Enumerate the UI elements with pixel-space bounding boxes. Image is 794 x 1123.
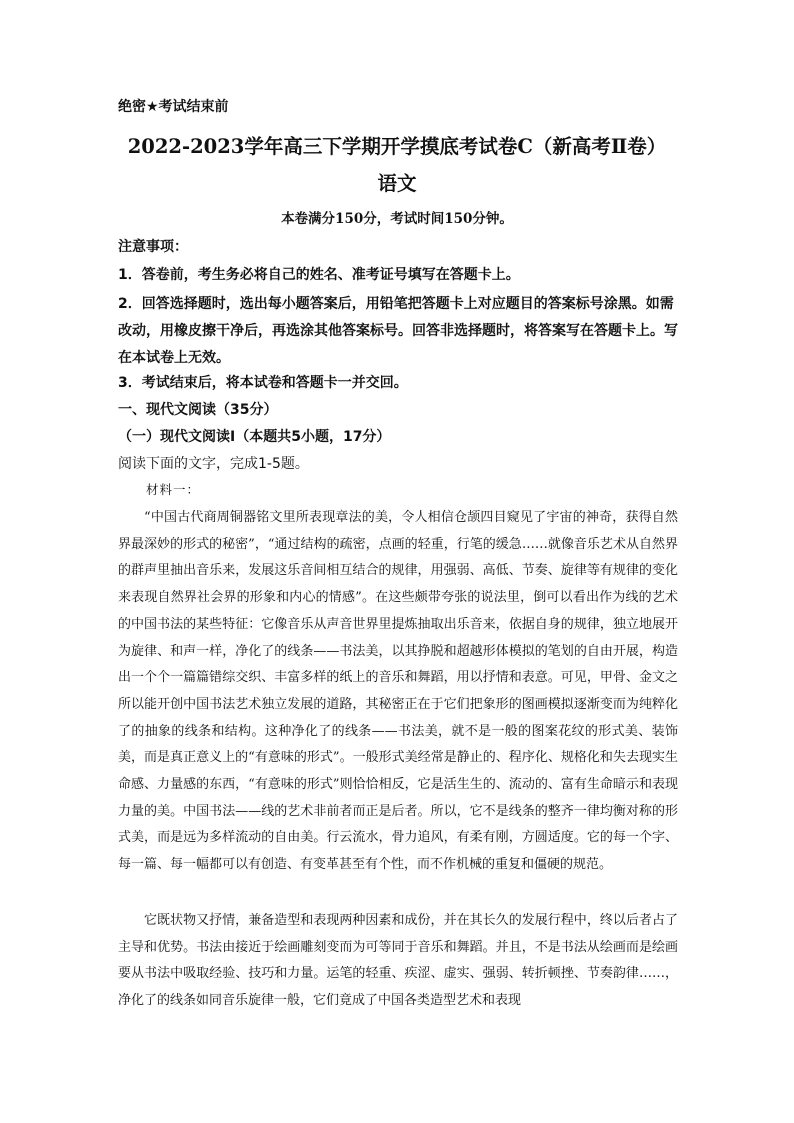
reading-instruction: 阅读下面的文字，完成1-5题。 bbox=[118, 456, 309, 472]
sub-section-heading: （一）现代文阅读Ⅰ（本题共5小题，17分） bbox=[118, 429, 391, 445]
notice-heading: 注意事项： bbox=[118, 239, 188, 255]
score-time-line: 本卷满分150分，考试时间150分钟。 bbox=[281, 211, 513, 227]
passage-paragraph-2 bbox=[118, 908, 678, 1015]
material-label: 材料一： bbox=[146, 482, 201, 497]
exam-title: 2022-2023学年高三下学期开学摸底考试卷C（新高考Ⅱ卷） bbox=[127, 135, 667, 158]
subject-title: 语文 bbox=[377, 172, 417, 195]
notice-item-1: 1．答卷前，考生务必将自己的姓名、准考证号填写在答题卡上。 bbox=[118, 267, 520, 283]
confidential-label: 绝密★考试结束前 bbox=[118, 99, 229, 115]
passage-paragraph-1 bbox=[118, 505, 678, 879]
paragraph-text: “中国古代商周铜器铭文里所表现章法的美，令人相信仓颉四目窥见了宇宙的神奇，获得自然界最深妙的形式的秘密”，“通过结构的疏密，点画的轻重，行笔的缓急……就像音乐艺术从自然界的群声里抽出音乐来，发展这乐音间相互结合的规律，用强弱、高低、节奏、旋律等有规律的变化来表现自然界社会界的形象和内心的情感”。在这些颇带夸张的说法里，倒可以看出作为线的艺术的中国书法的某些特征：它像音乐从声音世界里提炼抽取出乐音来，依据自身的规律，独立地展开为旋律、和声一样，净化了的线条——书法美，以其挣脱和超越形体模拟的笔划的自由开展，构造出一个个一篇篇错综交织、丰富多样的纸上的音乐和舞蹈，用以抒情和表意。可见，甲骨、金文之所以能开创中国书法艺术独立发展的道路，其秘密正在于它们把象形的图画模拟逐渐变而为纯粹化了的抽象的线条和结构。这种净化了的线条——书法美，就不是一般的图案花纹的形式美、装饰美，而是真正意义上的“有意味的形式”。一般形式美经常是静止的、程序化、规格化和失去现实生命感、力量感的东西，“有意味的形式”则恰恰相反，它是活生生的、流动的、富有生命暗示和表现力量的美。中国书法——线的艺术非前者而正是后者。所以，它不是线条的整齐一律均衡对称的形式美，而是远为多样流动的自由美。行云流水，骨力追风，有柔有刚，方圆适度。它的每一个字、每一篇、每一幅都可以有创造、有变革甚至有个性，而不作机械的重复和僵硬的规范。 bbox=[118, 510, 678, 873]
notice-item-3: 3．考试结束后，将本试卷和答题卡一并交回。 bbox=[118, 375, 408, 391]
paragraph-text: 它既状物又抒情，兼备造型和表现两种因素和成份，并在其长久的发展行程中，终以后者占了主导和优势。书法由接近于绘画雕刻变而为可等同于音乐和舞蹈。并且，不是书法从绘画而是绘画要从书法中吸取经验、技巧和力量。运笔的轻重、疾涩、虚实、强弱、转折顿挫、节奏韵律……，净化了的线条如同音乐旋律一般，它们竟成了中国各类造型艺术和表现 bbox=[118, 913, 678, 1009]
section-heading: 一、现代文阅读（35分） bbox=[118, 402, 278, 418]
notice-item-2: 2．回答选择题时，选出每小题答案后，用铅笔把答题卡上对应题目的答案标号涂黑。如需改动，用橡皮擦干净后，再选涂其他答案标号。回答非选择题时，将答案写在答题卡上。写在本试卷上无效。 bbox=[118, 296, 678, 366]
